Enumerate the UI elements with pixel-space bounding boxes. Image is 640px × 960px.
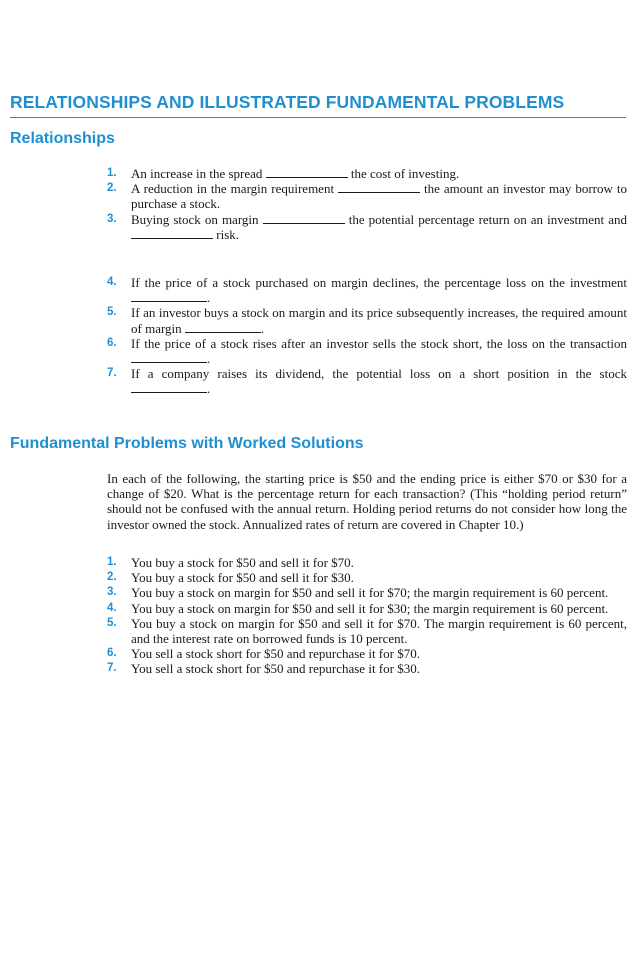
item-text: the cost of investing. [350,166,460,181]
item-number: 5. [107,616,117,629]
answer-blank[interactable] [185,322,261,333]
problem-item-4 [107,601,627,616]
relationships-list-b [107,275,627,397]
item-number: 1. [107,167,117,179]
item-number: 2. [107,571,117,584]
item-text: the potential percentage return on an investment and [348,211,628,227]
fundamental-problems-heading: Fundamental Problems with Worked Solutions [10,435,364,452]
relationship-item-2 [107,181,627,211]
item-number: 3. [107,212,117,225]
answer-blank[interactable] [338,182,420,193]
page-title: RELATIONSHIPS AND ILLUSTRATED FUNDAMENTAL PROBLEMS [10,92,565,112]
item-text: If the price of a stock rises after an investor sells the stock short, the loss on the transaction [131,335,627,351]
answer-blank[interactable] [131,352,207,363]
fundamental-problems-list [107,555,627,677]
item-number: 7. [107,662,117,675]
item-text: A reduction in the margin requirement [131,181,335,197]
problem-item-5 [107,616,627,646]
relationship-item-3 [107,212,627,242]
item-text: You buy a stock for $50 and sell it for $70. [131,555,354,570]
problem-item-3 [107,585,627,600]
item-text: risk. [216,226,239,242]
item-text: . [260,320,265,336]
answer-blank[interactable] [266,167,348,178]
item-number: 5. [107,306,117,319]
relationship-item-7 [107,366,627,396]
problem-item-1 [107,555,627,570]
relationships-heading: Relationships [10,130,115,147]
item-text: . [207,381,211,397]
relationship-item-1 [107,166,627,181]
problem-item-2 [107,570,627,585]
item-number: 1. [107,556,117,568]
item-text: . [207,351,211,367]
relationships-list-a [107,166,627,242]
item-text: . [207,290,211,306]
item-text: If an investor buys a stock on margin and its price subsequently increases, the required amount of margin [131,305,627,336]
answer-blank[interactable] [263,213,345,224]
problem-item-6 [107,646,627,661]
relationship-item-6 [107,336,627,366]
item-number: 4. [107,601,117,614]
item-number: 6. [107,336,117,349]
item-text: Buying stock on margin [131,211,259,227]
item-text: An increase in the spread [131,166,263,181]
item-text: You buy a stock on margin for $50 and sell it for $30; the margin requirement is 60 percent. [131,600,609,616]
item-text: You buy a stock for $50 and sell it for $30. [131,570,354,586]
item-text: You buy a stock on margin for $50 and sell it for $70; the margin requirement is 60 percent. [131,585,609,601]
item-text: If a company raises its dividend, the potential loss on a short position in the stock [131,366,627,382]
item-number: 2. [107,182,117,195]
answer-blank[interactable] [131,382,207,393]
item-text: the amount an investor may borrow to purchase a stock. [131,181,627,212]
problem-item-7 [107,661,627,676]
item-number: 4. [107,276,117,288]
item-text: If the price of a stock purchased on margin declines, the percentage loss on the investment [131,275,627,290]
item-text: You buy a stock on margin for $50 and sell it for $70. The margin requirement is 60 percent, and the interest rate on borrowed funds is 10 percent. [131,615,627,647]
fundamental-intro-paragraph: In each of the following, the starting price is $50 and the ending price is either $70 or $30 for a change of $20. What is the percentage return for each transaction? (This “holding period return” should not be confused with the annual return. Holding period returns do not consider how long the investor owned the stock. Annualized rates of return are covered in Chapter 10.) [107,471,627,532]
answer-blank[interactable] [131,291,207,302]
item-text: You sell a stock short for $50 and repurchase it for $70. [131,646,420,662]
item-number: 7. [107,367,117,380]
relationship-item-4 [107,275,627,305]
item-number: 3. [107,586,117,599]
title-divider [10,117,626,118]
relationship-item-5 [107,305,627,335]
item-text: You sell a stock short for $50 and repurchase it for $30. [131,661,420,677]
item-number: 6. [107,647,117,660]
answer-blank[interactable] [131,228,213,239]
